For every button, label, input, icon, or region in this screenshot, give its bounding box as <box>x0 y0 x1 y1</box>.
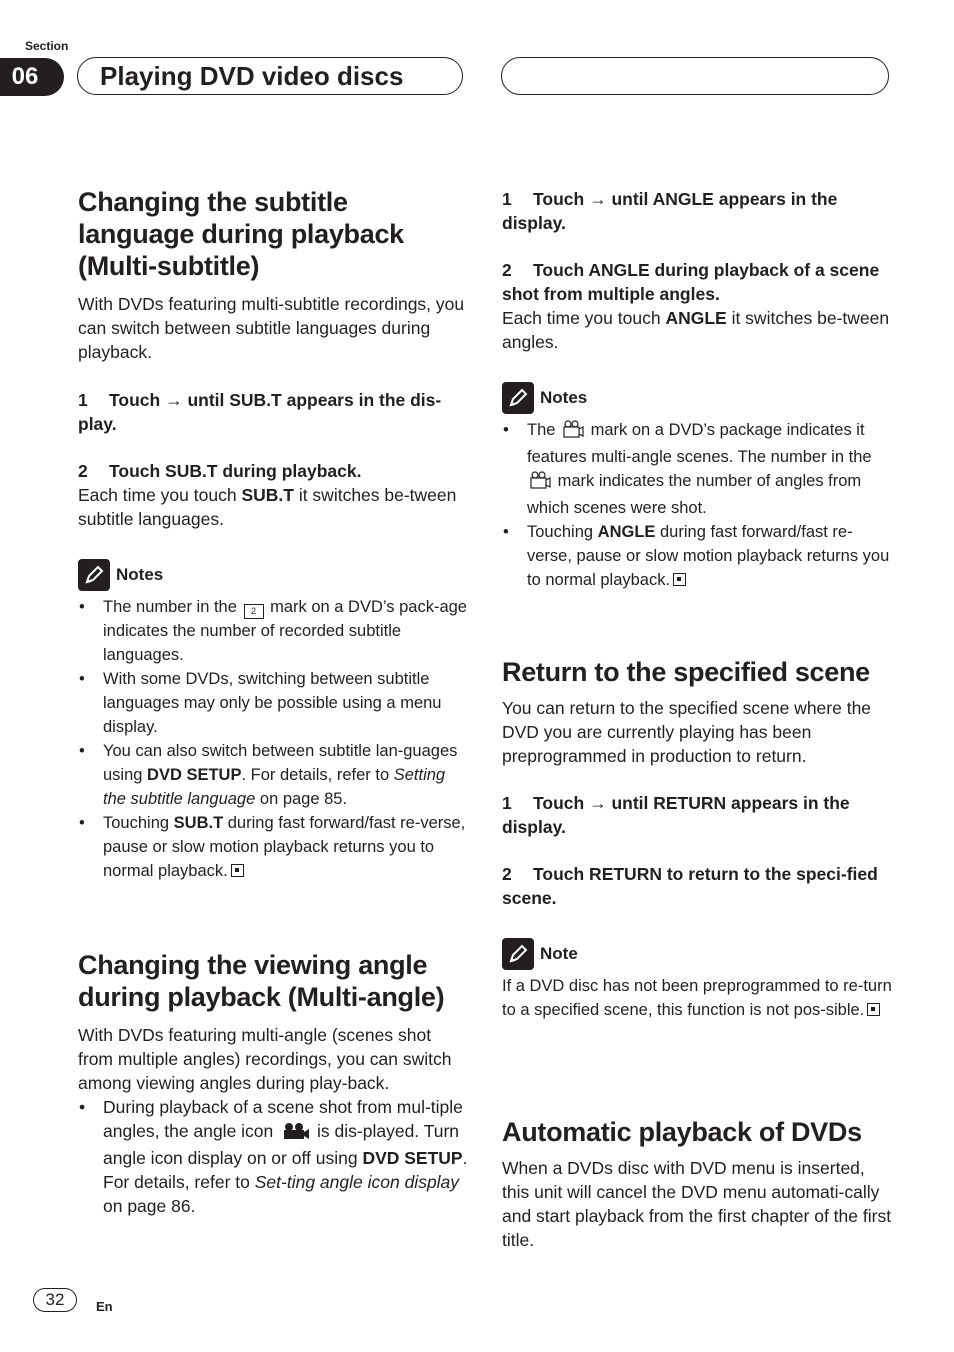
right-arrow-icon: → <box>589 793 607 813</box>
cross-reference: Setting the subtitle language <box>103 766 446 808</box>
body-text: it switches be-tween angles. <box>502 308 890 352</box>
note-text: The <box>527 421 556 439</box>
right-arrow-icon: → <box>165 390 183 410</box>
return-note <box>502 974 892 1022</box>
step-text: Touch <box>533 189 585 209</box>
subtitle-heading: Changing the subtitle language during playback (Multi-subtitle) <box>78 187 404 281</box>
key-label: DVD SETUP <box>147 766 242 784</box>
body-text: Each time you touch <box>78 485 237 505</box>
list-item <box>78 811 470 883</box>
step-text: Touch <box>109 390 161 410</box>
step-number: 2 <box>78 461 88 481</box>
subtitle-step-2-body <box>78 483 470 531</box>
pencil-note-icon <box>78 559 110 591</box>
camera-angle-icon <box>280 1122 310 1146</box>
list-item <box>78 595 470 667</box>
pencil-note-icon <box>502 382 534 414</box>
camera-angle-icon <box>529 471 551 496</box>
subtitle-count-icon: 2 <box>244 604 264 619</box>
note-text: during fast forward/fast re-verse, pause or slow motion playback returns you to normal playback. <box>527 523 890 589</box>
note-text: mark on a DVD’s package indicates it features multi-angle scenes. The number in the <box>527 421 872 466</box>
note-text: The number in the <box>103 598 237 616</box>
return-note-header <box>502 938 892 970</box>
key-label: ANGLE <box>597 523 656 541</box>
step-text: until RETURN appears in the display. <box>502 793 850 837</box>
return-intro: You can return to the specified scene where the DVD you are currently playing has been preprogrammed in production to return. <box>502 698 872 766</box>
cross-reference: Set-ting angle icon display <box>254 1172 460 1192</box>
angle-bullets <box>78 1095 470 1218</box>
list-item <box>78 1095 470 1218</box>
chapter-title: Playing DVD video discs <box>77 57 463 95</box>
body-text: it switches be-tween subtitle languages. <box>78 485 457 529</box>
angle-section <box>78 949 470 1218</box>
subtitle-step-2 <box>78 459 470 483</box>
body-text: on page 86. <box>103 1196 196 1216</box>
camera-angle-icon <box>562 420 584 445</box>
auto-heading: Automatic playback of DVDs <box>502 1117 862 1147</box>
notes-label: Note <box>540 944 578 963</box>
step-number: 2 <box>502 260 512 280</box>
list-item <box>502 520 892 592</box>
subtitle-section <box>78 186 470 883</box>
note-text: on page 85. <box>259 790 348 808</box>
note-text: If a DVD disc has not been preprogrammed to re-turn to a specified scene, this function is not pos-sible. <box>502 977 892 1019</box>
list-item <box>78 739 470 811</box>
auto-section <box>502 1116 892 1252</box>
right-arrow-icon: → <box>589 189 607 209</box>
step-text: Touch <box>533 793 585 813</box>
subtitle-notes-list <box>78 595 470 883</box>
angle-intro: With DVDs featuring multi-angle (scenes shot from multiple angles) recordings, you can switch among viewing angles during play-back. <box>78 1025 452 1093</box>
note-text: You can also switch between subtitle lan-guages using <box>103 742 458 784</box>
angle-notes-header <box>502 382 892 414</box>
return-step-2 <box>502 862 892 910</box>
subtitle-step-1 <box>78 388 470 436</box>
note-text: mark on a DVD’s pack-age indicates the number of recorded subtitle languages. <box>103 598 467 664</box>
notes-label: Notes <box>116 565 164 584</box>
language-code: En <box>96 1299 113 1314</box>
square-end-icon <box>231 864 244 877</box>
body-text: During playback of a scene shot from mul-tiple angles, the angle icon <box>103 1097 463 1141</box>
key-label: SUB.T <box>173 814 224 832</box>
note-text: . For details, refer to <box>241 766 390 784</box>
note-text: during fast forward/fast re-verse, pause or slow motion playback returns you to normal playback. <box>103 814 466 880</box>
subtitle-notes-header <box>78 559 470 591</box>
key-label: SUB.T <box>241 485 294 505</box>
angle-step-2-body <box>502 306 892 354</box>
square-end-icon <box>673 573 686 586</box>
angle-notes-list <box>502 418 892 592</box>
step-number: 2 <box>502 864 512 884</box>
square-end-icon <box>867 1003 880 1016</box>
angle-step-2 <box>502 258 892 306</box>
body-text: . For details, refer to <box>103 1148 468 1192</box>
step-text: until ANGLE appears in the display. <box>502 189 838 233</box>
step-number: 1 <box>502 793 512 813</box>
section-label: Section <box>25 39 69 53</box>
pencil-note-icon <box>502 938 534 970</box>
return-step-1 <box>502 791 892 839</box>
key-label: ANGLE <box>665 308 727 328</box>
step-number: 1 <box>502 189 512 209</box>
blank-header-pill <box>501 57 889 95</box>
notes-label: Notes <box>540 388 588 407</box>
auto-body: When a DVDs disc with DVD menu is inserted, this unit will cancel the DVD menu automati-cally and start playback from the first chapter of the first title. <box>502 1158 892 1250</box>
return-section <box>502 656 892 1022</box>
step-text: Touch RETURN to return to the speci-fied scene. <box>502 864 878 908</box>
step-text: until SUB.T appears in the dis-play. <box>78 390 442 434</box>
body-text: Each time you touch <box>502 308 661 328</box>
list-item: • With some DVDs, switching between subtitle languages may only be possible using a menu display. <box>78 667 470 739</box>
note-text: mark indicates the number of angles from which scenes were shot. <box>527 472 862 517</box>
step-text: Touch SUB.T during playback. <box>109 461 362 481</box>
step-text: Touch ANGLE during playback of a scene shot from multiple angles. <box>502 260 880 304</box>
key-label: DVD SETUP <box>362 1148 463 1168</box>
angle-step-1 <box>502 187 892 235</box>
section-number-tab: 06 <box>0 58 64 96</box>
angle-heading: Changing the viewing angle during playback (Multi-angle) <box>78 950 445 1012</box>
subtitle-intro: With DVDs featuring multi-subtitle recordings, you can switch between subtitle languages during playback. <box>78 294 465 362</box>
return-heading: Return to the specified scene <box>502 657 870 687</box>
list-item <box>502 418 892 520</box>
angle-steps <box>502 187 892 592</box>
note-text: Touching <box>103 814 170 832</box>
note-text: Touching <box>527 523 594 541</box>
body-text: is dis-played. Turn angle icon display on or off using <box>103 1121 460 1168</box>
page-number: 32 <box>33 1288 77 1312</box>
step-number: 1 <box>78 390 88 410</box>
